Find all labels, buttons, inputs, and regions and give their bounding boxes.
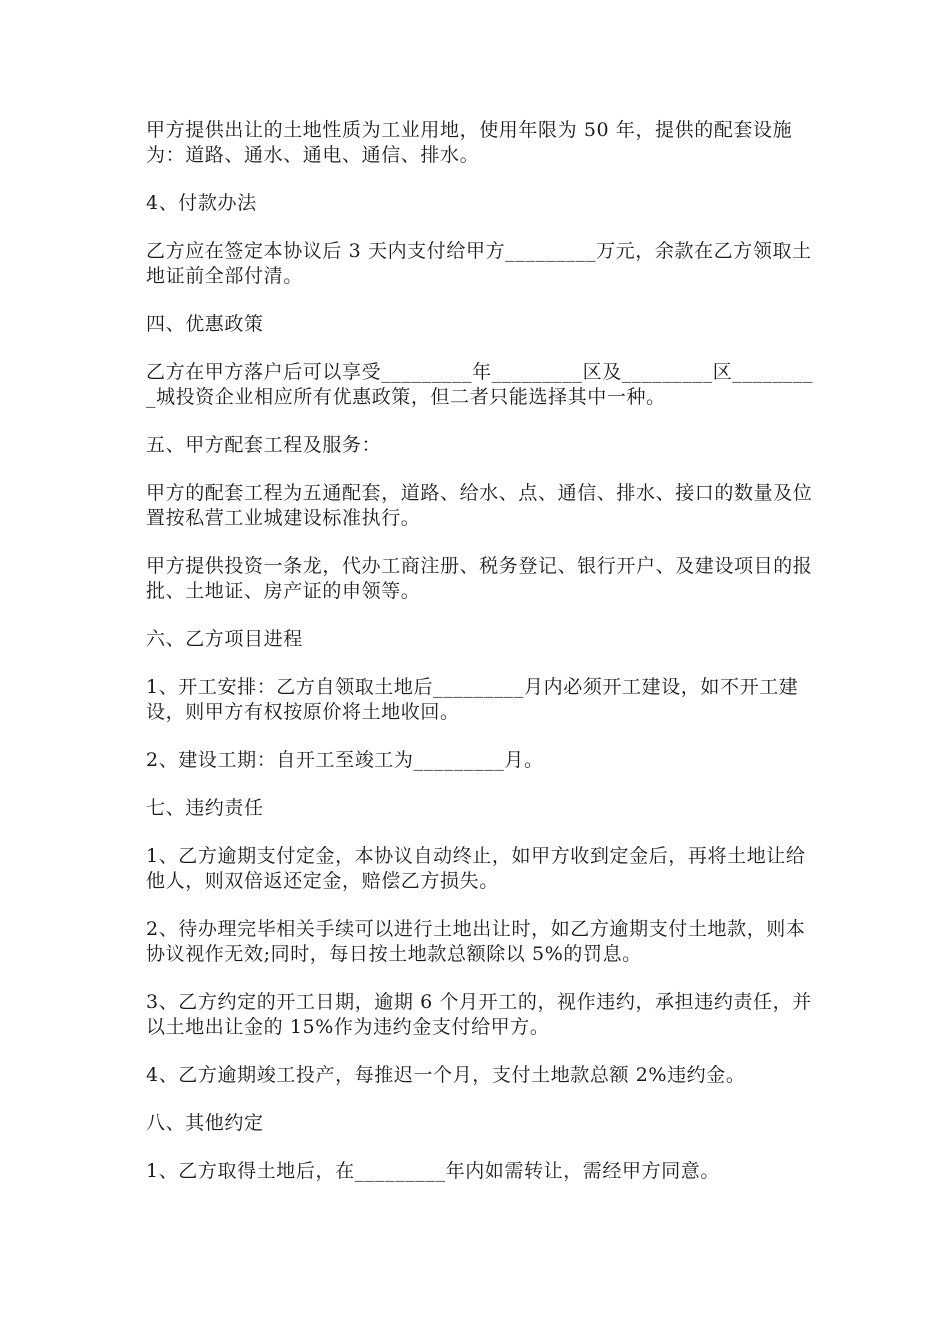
- heading-supporting-works: 五、甲方配套工程及服务：: [146, 434, 382, 456]
- paragraph-land-transfer: 1、乙方取得土地后，在_________年内如需转让，需经甲方同意。: [146, 1160, 720, 1182]
- paragraph-preferential-policy: 乙方在甲方落户后可以享受_________年_________区及_________区_________城投资企业相应所有优惠政策，但二者只能选择其中一种。: [146, 361, 814, 408]
- paragraph-breach-deposit: 1、乙方逾期支付定金，本协议自动终止，如甲方收到定金后，再将土地让给他人，则双倍返还定金，赔偿乙方损失。: [146, 845, 806, 892]
- paragraph-breach-late-payment: 2、待办理完毕相关手续可以进行土地出让时，如乙方逾期支付土地款，则本协议视作无效;同时，每日按土地款总额除以 5%的罚息。: [146, 918, 806, 965]
- heading-preferential-policy: 四、优惠政策: [146, 313, 264, 335]
- paragraph-payment-terms: 乙方应在签定本协议后 3 天内支付给甲方_________万元，余款在乙方领取土地证前全部付清。: [146, 240, 812, 287]
- paragraph-construction-start: 1、开工安排：乙方自领取土地后_________月内必须开工建设，如不开工建设，则甲方有权按原价将土地收回。: [146, 676, 799, 723]
- paragraph-supporting-works: 甲方的配套工程为五通配套，道路、给水、点、通信、排水、接口的数量及位置按私营工业城建设标准执行。: [146, 482, 813, 529]
- paragraph-breach-late-start: 3、乙方约定的开工日期，逾期 6 个月开工的，视作违约，承担违约责任，并以土地出让金的 15%作为违约金支付给甲方。: [146, 991, 812, 1038]
- heading-breach-liability: 七、违约责任: [146, 797, 264, 819]
- heading-payment-method: 4、付款办法: [146, 192, 257, 214]
- heading-project-schedule: 六、乙方项目进程: [146, 628, 303, 650]
- document-page: [146, 118, 814, 1207]
- paragraph-land-nature: 甲方提供出让的土地性质为工业用地，使用年限为 50 年，提供的配套设施为：道路、通水、通电、通信、排水。: [146, 119, 793, 166]
- heading-other-agreements: 八、其他约定: [146, 1112, 264, 1134]
- paragraph-construction-period: 2、建设工期：自开工至竣工为_________月。: [146, 749, 544, 771]
- paragraph-investment-services: 甲方提供投资一条龙，代办工商注册、税务登记、银行开户、及建设项目的报批、土地证、房产证的申领等。: [146, 555, 813, 602]
- paragraph-breach-late-completion: 4、乙方逾期竣工投产，每推迟一个月，支付土地款总额 2%违约金。: [146, 1064, 746, 1086]
